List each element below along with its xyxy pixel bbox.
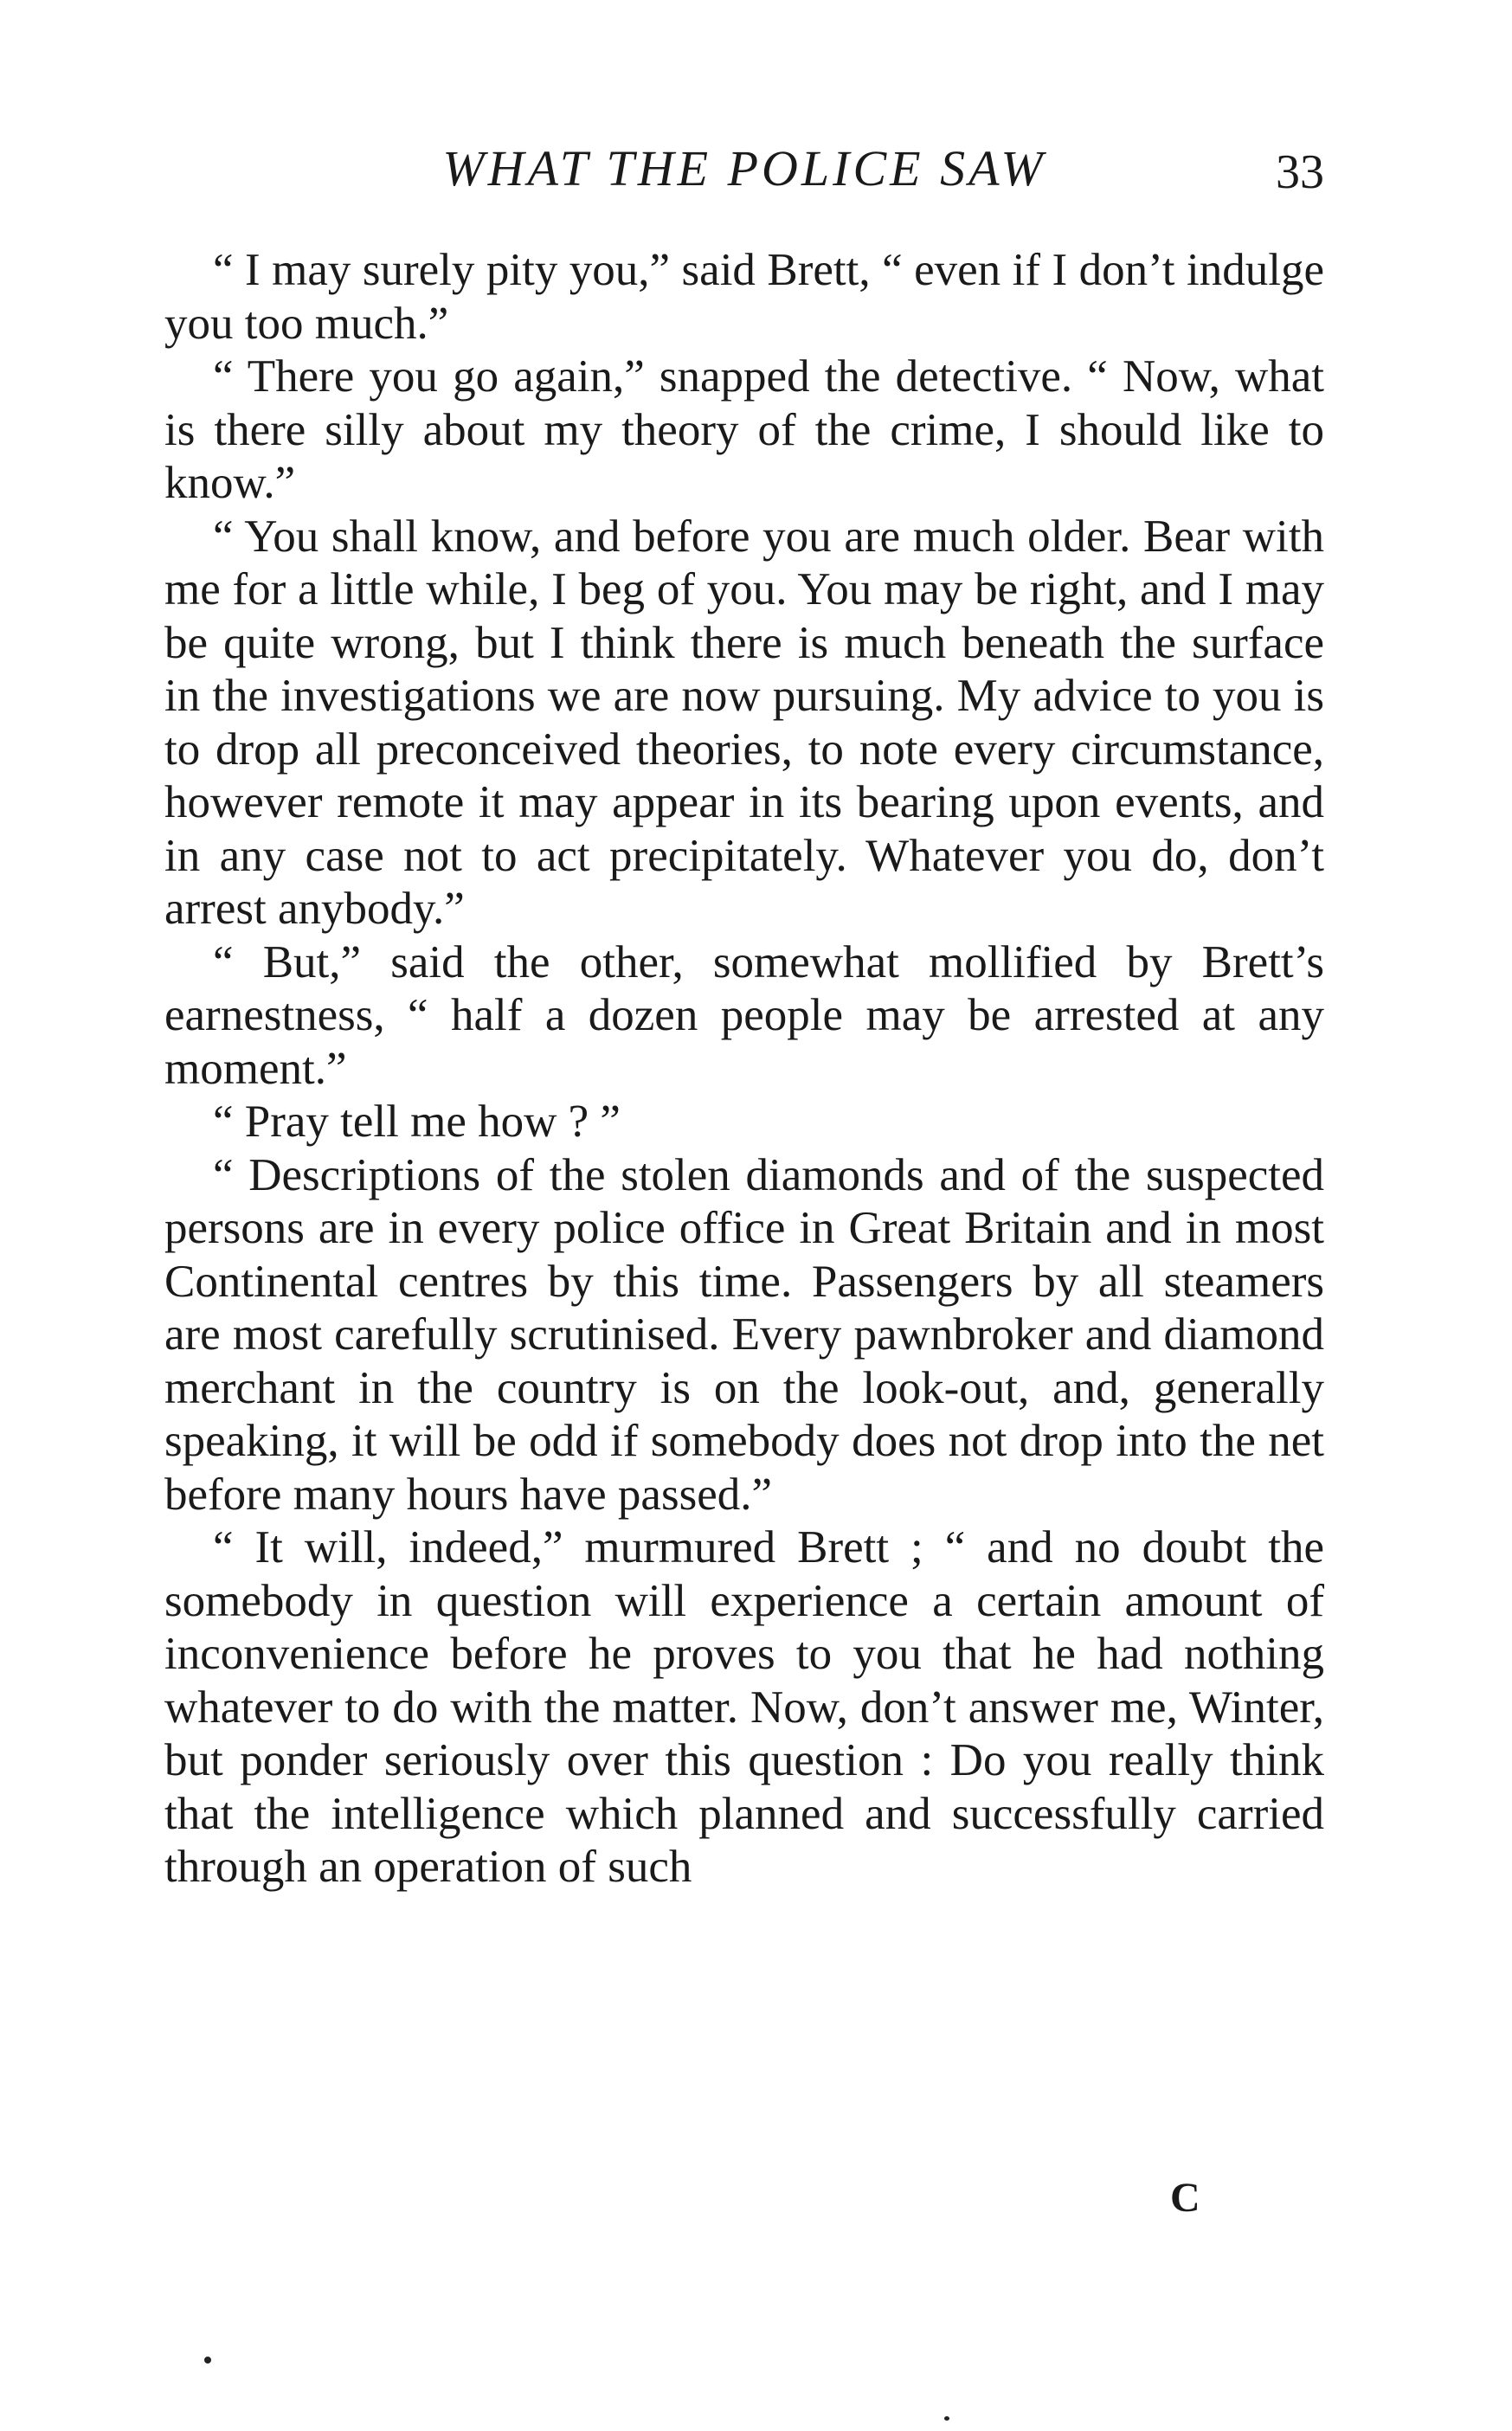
ink-speck [944,2416,949,2421]
paragraph: “ It will, indeed,” murmured Brett ; “ and no doubt the somebody in question will experience a certain amount of inconvenience before he proves to you that he had nothing whatever to do with the matter. Now, don’t answer me, Winter, but ponder seriously over this question : Do you really think that the intelligence which planned and successfully carried through an operation of such [164,1522,1324,1892]
paragraph: “ Descriptions of the stolen diamonds and of the suspected persons are in every police office in Great Britain and in most Continental centres by this time. Passengers by all steamers are most carefully scrutinised. Every pawnbroker and diamond merchant in the country is on the look-out, and, generally speaking, it will be odd if somebody does not drop into the net before many hours have passed.” [164,1149,1324,1520]
body-text [164,244,1324,1894]
paragraph: “ I may surely pity you,” said Brett, “ even if I don’t indulge you too much.” [164,245,1324,349]
page-header [164,138,1324,199]
page-number: 33 [1276,145,1324,199]
paragraph: “ You shall know, and before you are much older. Bear with me for a little while, I beg of you. You may be right, and I may be quite wrong, but I think there is much beneath the surface in the investigations we are now pursuing. My advice to you is to drop all preconceived theories, to note every circumstance, however remote it may appear in its bearing upon events, and in any case not to act precipitately. Whatever you do, don’t arrest anybody.” [164,511,1324,934]
signature-mark: C [1170,2175,1202,2221]
ink-speck [204,2357,211,2363]
paragraph: “ There you go again,” snapped the detective. “ Now, what is there silly about my theory of the crime, I should like to know.” [164,351,1324,508]
paragraph: “ Pray tell me how ? ” [213,1097,621,1147]
paragraph: “ But,” said the other, somewhat mollified by Brett’s earnestness, “ half a dozen people may be arrested at any moment.” [164,936,1324,1094]
running-head-title: WHAT THE POLICE SAW [442,140,1046,196]
